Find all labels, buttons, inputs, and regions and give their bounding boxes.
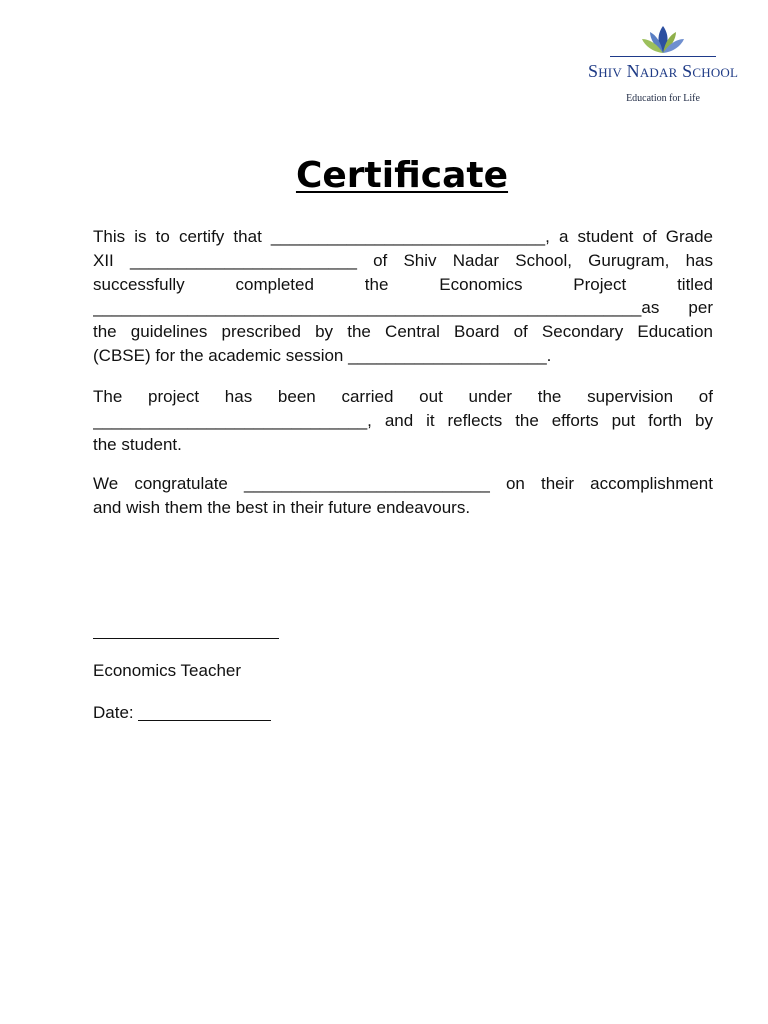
paragraph-line: (CBSE) for the academic session _____________________. [93, 345, 552, 365]
school-tagline: Education for Life [626, 93, 700, 104]
paragraph-certify [93, 225, 713, 368]
certificate-title [0, 153, 768, 199]
lotus-icon [638, 22, 688, 56]
paragraph-line: the student. [93, 434, 182, 454]
date-row [93, 701, 271, 725]
paragraph-line: XII ________________________ of Shiv Nadar School, Gurugram, has [93, 250, 713, 270]
paragraph-line: and wish them the best in their future endeavours. [93, 497, 471, 517]
paragraph-line: __________________________________________________________as per [93, 298, 713, 318]
date-blank [138, 720, 271, 721]
paragraph-congratulate [93, 472, 713, 520]
date-label: Date: [93, 703, 134, 722]
school-name: Shiv Nadar School [588, 61, 739, 81]
paragraph-supervision [93, 385, 713, 456]
paragraph-line: The project has been carried out under the supervision of [93, 387, 713, 406]
paragraph-line: successfully completed the Economics Project titled [93, 274, 713, 294]
signature-line [93, 638, 279, 639]
certificate-title-text: Certificate [295, 155, 509, 196]
paragraph-line: _____________________________, and it reflects the efforts put forth by [93, 410, 713, 430]
paragraph-line: This is to certify that _____________________________, a student of Grade [93, 227, 713, 246]
signatory-title: Economics Teacher [93, 661, 242, 680]
paragraph-line: the guidelines prescribed by the Central Board of Secondary Education [93, 322, 713, 342]
logo-divider [610, 56, 716, 57]
school-logo [588, 22, 738, 112]
paragraph-line: We congratulate __________________________ on their accomplishment [93, 474, 713, 493]
